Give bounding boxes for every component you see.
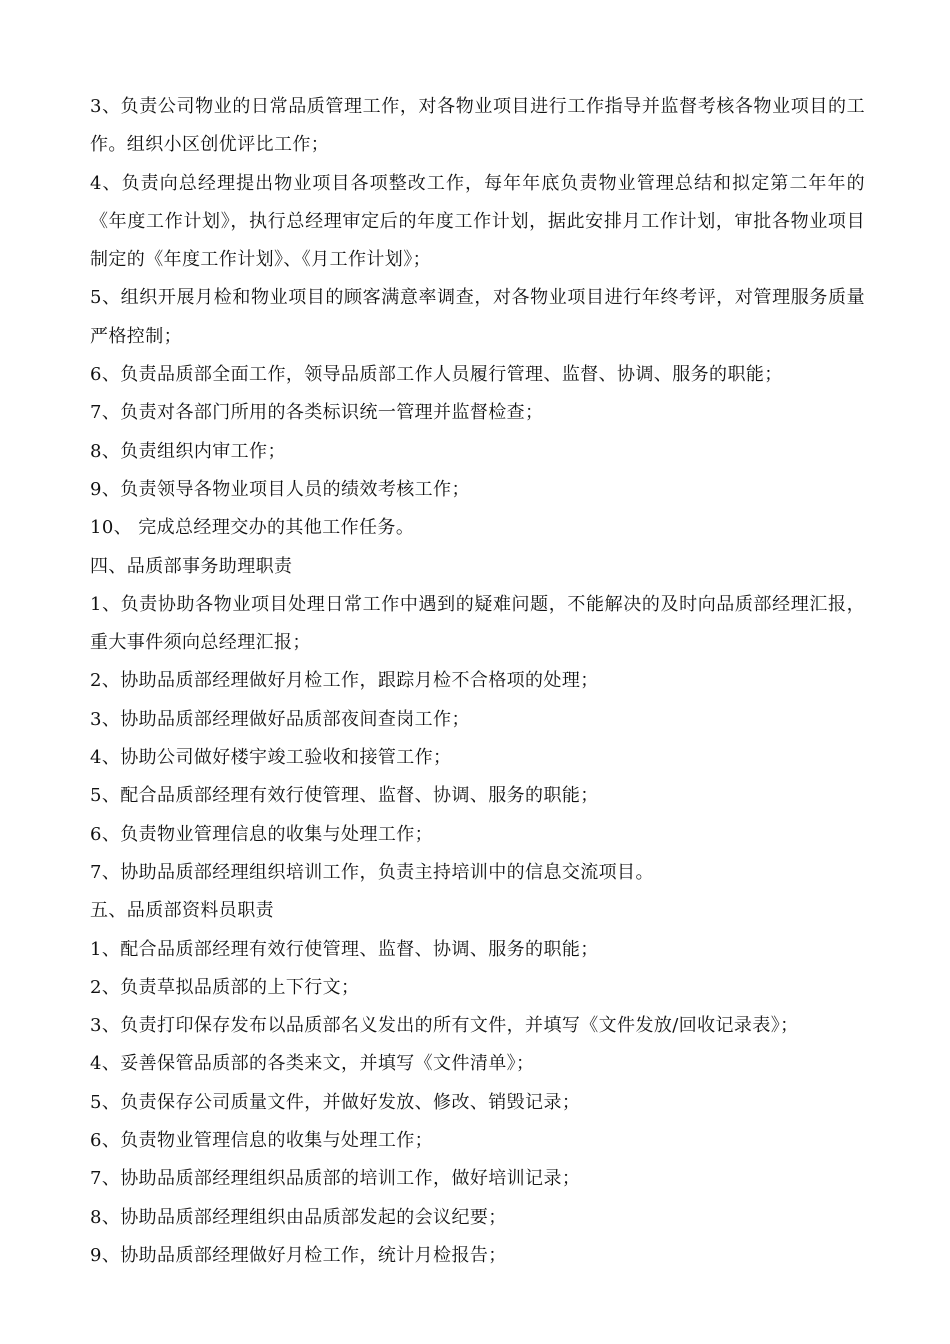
clerk-duty-5: 5、负责保存公司质量文件，并做好发放、修改、销毁记录； xyxy=(90,1091,581,1113)
paragraph-item-7: 7、负责对各部门所用的各类标识统一管理并监督检查； xyxy=(90,402,544,424)
assistant-duty-5: 5、配合品质部经理有效行使管理、监督、协调、服务的职能； xyxy=(90,785,599,807)
clerk-duty-9: 9、协助品质部经理做好月检工作，统计月检报告； xyxy=(90,1244,507,1266)
paragraph-item-8: 8、负责组织内审工作； xyxy=(90,440,286,462)
clerk-duty-7: 7、协助品质部经理组织品质部的培训工作，做好培训记录； xyxy=(90,1168,581,1190)
clerk-duty-3: 3、负责打印保存发布以品质部名义发出的所有文件，并填写《文件发放/回收记录表》； xyxy=(90,1015,799,1037)
document-body xyxy=(90,88,865,1275)
clerk-duty-1: 1、配合品质部经理有效行使管理、监督、协调、服务的职能； xyxy=(90,938,599,960)
paragraph-item-5: 5、组织开展月检和物业项目的顾客满意率调查，对各物业项目进行年终考评，对管理服务质量严格控制； xyxy=(90,287,865,347)
assistant-duty-1: 1、负责协助各物业项目处理日常工作中遇到的疑难问题，不能解决的及时向品质部经理汇报，重大事件须向总经理汇报； xyxy=(90,593,865,654)
clerk-duty-2: 2、负责草拟品质部的上下行文； xyxy=(90,976,360,998)
paragraph-item-4: 4、负责向总经理提出物业项目各项整改工作，每年年底负责物业管理总结和拟定第二年年的《年度工作计划》，执行总经理审定后的年度工作计划，据此安排月工作计划，审批各物业项目制定的《年度工作计划》、《月工作计划》； xyxy=(90,172,865,271)
clerk-duty-8: 8、协助品质部经理组织由品质部发起的会议纪要； xyxy=(90,1206,507,1228)
assistant-duty-7: 7、协助品质部经理组织培训工作，负责主持培训中的信息交流项目。 xyxy=(90,861,654,883)
section-heading-5: 五、品质部资料员职责 xyxy=(90,900,274,922)
assistant-duty-2: 2、协助品质部经理做好月检工作，跟踪月检不合格项的处理； xyxy=(90,670,599,692)
section-heading-4: 四、品质部事务助理职责 xyxy=(90,555,293,577)
clerk-duty-4: 4、妥善保管品质部的各类来文，并填写《文件清单》； xyxy=(90,1053,535,1075)
paragraph-item-3: 3、负责公司物业的日常品质管理工作，对各物业项目进行工作指导并监督考核各物业项目的工作。组织小区创优评比工作； xyxy=(90,96,865,156)
assistant-duty-3: 3、协助品质部经理做好品质部夜间查岗工作； xyxy=(90,708,470,730)
clerk-duty-6: 6、负责物业管理信息的收集与处理工作； xyxy=(90,1130,434,1152)
paragraph-item-6: 6、负责品质部全面工作，领导品质部工作人员履行管理、监督、协调、服务的职能； xyxy=(90,364,783,386)
paragraph-item-9: 9、负责领导各物业项目人员的绩效考核工作； xyxy=(90,478,470,500)
assistant-duty-6: 6、负责物业管理信息的收集与处理工作； xyxy=(90,823,434,845)
paragraph-item-10: 10、 完成总经理交办的其他工作任务。 xyxy=(90,517,415,539)
assistant-duty-4: 4、协助公司做好楼宇竣工验收和接管工作； xyxy=(90,747,452,769)
